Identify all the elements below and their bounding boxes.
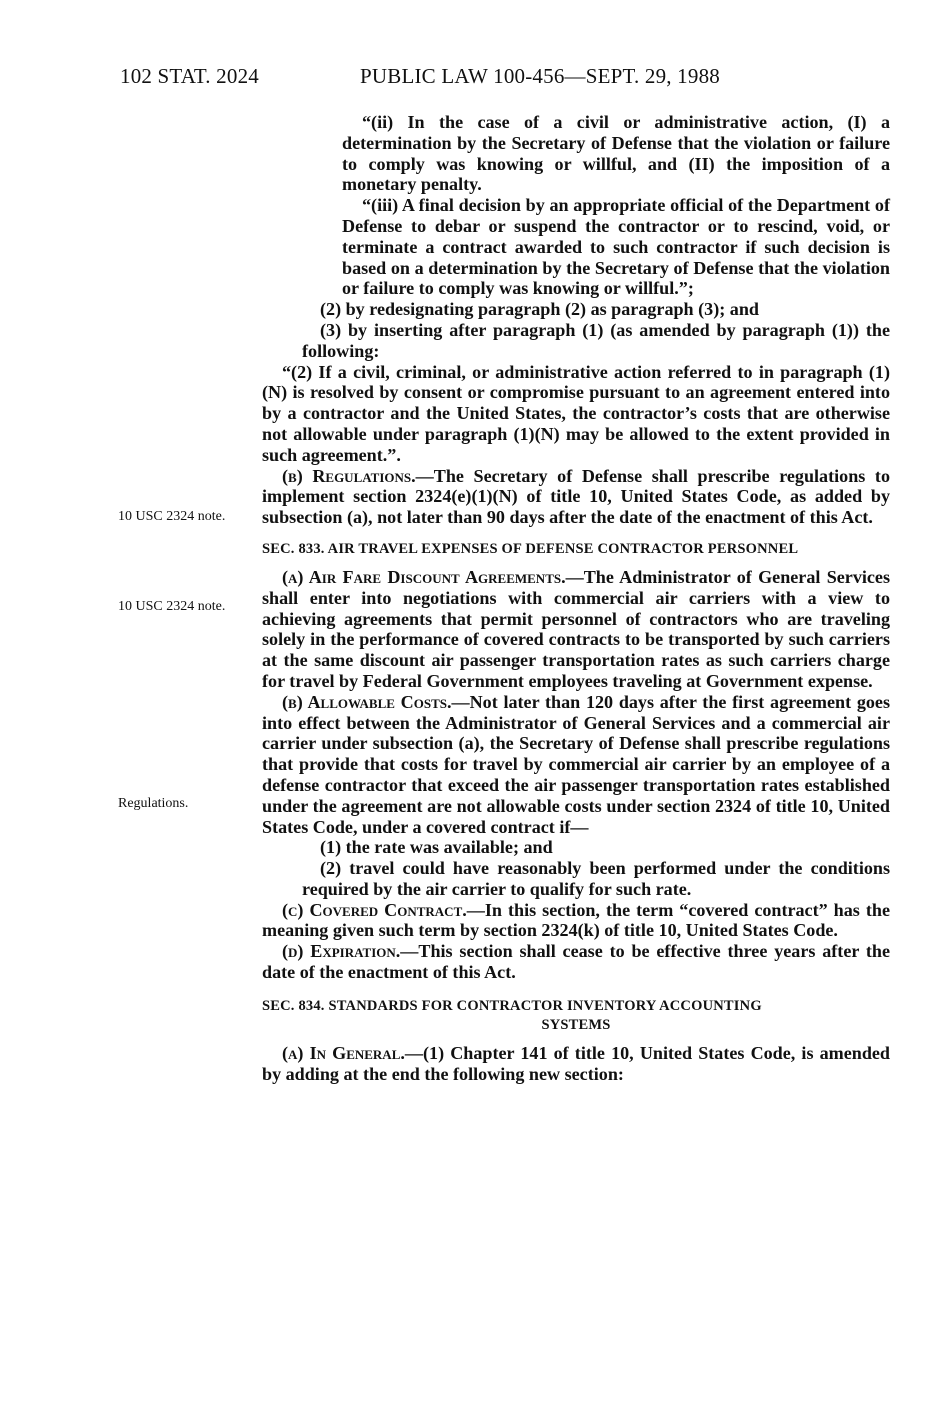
subsection-b-regulations <box>262 466 890 528</box>
margin-note-regulations: Regulations. <box>118 796 189 811</box>
margin-note-usc-1: 10 USC 2324 note. <box>118 509 226 524</box>
clause-ii: “(ii) In the case of a civil or administrative action, (I) a determination by the Secretary of Defense that the violation or failure to comply was knowing or willful, and (II) the imposition of a monetary penalty. <box>342 112 890 195</box>
section-833-b-text: —Not later than 120 days after the first agreement goes into effect between the Administrator of General Services and a commercial air carrier under subsection (a), the Secretary of Defense shall prescribe regulations that provide that costs for travel by commercial air carrier by an employee of a defense contractor that exceed the air passenger transportation rates established under the agreement are not allowable costs under section 2324 of title 10, United States Code, under a covered contract if— <box>262 691 890 837</box>
section-833-a-heading: (a) Air Fare Discount Agreements. <box>282 566 566 587</box>
section-833-d <box>262 941 890 983</box>
inserted-paragraph-2: “(2) If a civil, criminal, or administrative action referred to in paragraph (1)(N) is resolved by consent or compromise pursuant to an agreement entered into by a contractor and the United States, the contractor’s costs that are otherwise not allowable under paragraph (1)(N) may be allowed to the extent provided in such agreement.”. <box>262 361 890 465</box>
section-833-c-text: —In this section, the term “covered contract” has the meaning given such term by section 2324(k) of title 10, United States Code. <box>262 899 890 941</box>
section-834-heading-line1: SEC. 834. STANDARDS FOR CONTRACTOR INVENTORY ACCOUNTING <box>262 997 762 1014</box>
section-834-a <box>262 1043 890 1085</box>
document-body <box>262 112 890 1084</box>
section-834-a-text: —(1) Chapter 141 of title 10, United States Code, is amended by adding at the end the following new section: <box>262 1042 890 1084</box>
amendment-3: (3) by inserting after paragraph (1) (as amended by paragraph (1)) the following: <box>302 319 890 361</box>
section-833-a <box>262 567 890 692</box>
section-834-a-heading: (a) In General. <box>282 1042 405 1063</box>
section-833-d-heading: (d) Expiration. <box>282 941 401 962</box>
section-833-d-text: —This section shall cease to be effective three years after the date of the enactment of this Act. <box>262 941 890 983</box>
section-833-c-heading: (c) Covered Contract. <box>282 899 467 920</box>
subsection-b-text: —The Secretary of Defense shall prescribe regulations to implement section 2324(e)(1)(N) of title 10, United States Code, as added by subsection (a), not later than 90 days after the date of the enactment of this Act. <box>262 465 890 528</box>
section-833-b-heading: (b) Allowable Costs. <box>282 691 452 712</box>
section-833-heading: SEC. 833. AIR TRAVEL EXPENSES OF DEFENSE CONTRACTOR PERSONNEL <box>262 540 799 557</box>
section-833-b-1: (1) the rate was available; and <box>320 837 553 858</box>
amendment-2: (2) by redesignating paragraph (2) as paragraph (3); and <box>320 299 759 320</box>
subsection-b-heading: (b) Regulations. <box>282 465 416 486</box>
public-law-title: PUBLIC LAW 100-456—SEPT. 29, 1988 <box>360 64 720 88</box>
section-833-b <box>262 692 890 838</box>
clause-iii: “(iii) A final decision by an appropriate official of the Department of Defense to debar or suspend the contractor or to rescind, void, or terminate a contract awarded to such contractor if such decision is based on a determination by the Secretary of Defense that the violation or failure to comply was knowing or willful.”; <box>342 195 890 299</box>
section-834-heading-line2: SYSTEMS <box>541 1016 611 1033</box>
section-833-c <box>262 900 890 942</box>
margin-note-usc-2: 10 USC 2324 note. <box>118 599 226 614</box>
section-833-a-text: —The Administrator of General Services shall enter into negotiations with commercial air carriers with a view to achieving agreements that permit personnel of contractors who are traveling solely in the performance of covered contracts to be transported by such carriers at the same discount air passenger transportation rates as such carriers charge for travel by Federal Government employees traveling at Government expense. <box>262 566 890 691</box>
section-834-heading <box>262 997 890 1035</box>
section-833-b-2: (2) travel could have reasonably been performed under the conditions required by the air carrier to qualify for such rate. <box>302 858 890 899</box>
statute-page-number: 102 STAT. 2024 <box>120 64 259 88</box>
